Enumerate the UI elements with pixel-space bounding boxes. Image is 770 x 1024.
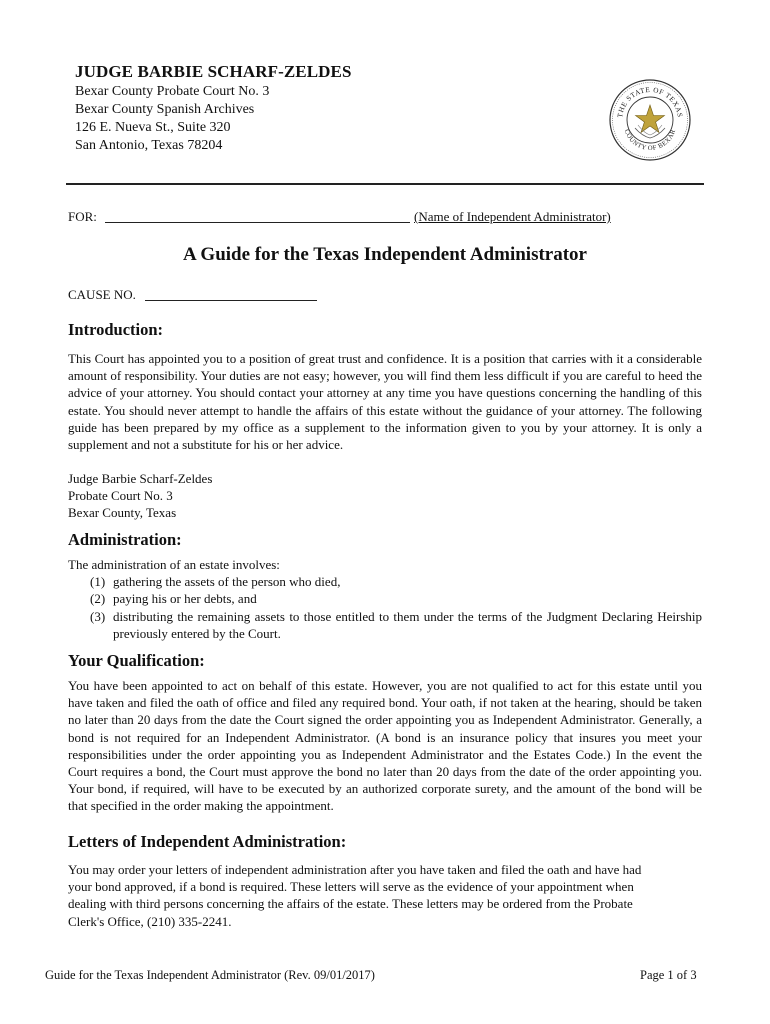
- letters-heading: Letters of Independent Administration:: [68, 832, 347, 851]
- administration-intro: The administration of an estate involves:: [68, 557, 280, 572]
- archives-name: Bexar County Spanish Archives: [75, 102, 255, 117]
- list-item-text: paying his or her debts, and: [113, 591, 257, 607]
- signature-name: Judge Barbie Scharf-Zeldes: [68, 471, 213, 486]
- county-seal-icon: [608, 78, 692, 162]
- introduction-paragraph: This Court has appointed you to a position of great trust and confidence. It is a position that carries with it a considerable amount of responsibility. Your duties are not easy; however, you will find them less difficult if you are careful to heed the advice of your attorney. You should contact your attorney at any time you have questions concerning the handling of this estate. You should never attempt to handle the affairs of this estate without the guidance of your attorney. The following guide has been prepared by my office as a supplement to the information given to you by your attorney. It is only a supplement and not a substitute for his or her advice.: [68, 351, 702, 453]
- seal-top-text: THE STATE OF TEXAS: [616, 85, 684, 119]
- letters-paragraph: [68, 861, 702, 930]
- for-label: FOR:: [68, 209, 97, 224]
- svg-text:COUNTY OF BEXAR: [623, 128, 678, 152]
- cause-number-blank[interactable]: [145, 300, 317, 301]
- qualification-heading: Your Qualification:: [68, 651, 205, 670]
- cause-number-label: CAUSE NO.: [68, 287, 136, 302]
- list-item-text: gathering the assets of the person who died,: [113, 574, 341, 590]
- header-divider: [66, 183, 704, 185]
- letters-line: Clerk's Office, (210) 335-2241.: [68, 913, 232, 929]
- document-title: A Guide for the Texas Independent Administrator: [183, 244, 587, 265]
- letters-line: your bond approved, if a bond is required. These letters will serve as the evidence of your appointment when: [68, 879, 634, 895]
- introduction-heading: Introduction:: [68, 320, 164, 339]
- list-item: [68, 590, 702, 607]
- letters-line: dealing with third persons concerning the affairs of the estate. These letters may be ordered from the Probate: [68, 896, 633, 912]
- judge-name: JUDGE BARBIE SCHARF-ZELDES: [75, 62, 352, 81]
- seal-bottom-text: COUNTY OF BEXAR: [622, 128, 678, 153]
- list-item-number: (2): [90, 591, 106, 607]
- page-number: Page 1 of 3: [640, 968, 697, 982]
- administration-heading: Administration:: [68, 530, 182, 549]
- list-item-number: (1): [90, 574, 106, 590]
- street-address: 126 E. Nueva St., Suite 320: [75, 120, 231, 135]
- city-state-zip: San Antonio, Texas 78204: [75, 138, 223, 153]
- letters-line: You may order your letters of independent administration after you have taken and filed the oath and have had: [68, 862, 642, 877]
- list-item-text: distributing the remaining assets to those entitled to them under the terms of the Judgment Declaring Heirship previously entered by the Court.: [113, 608, 702, 641]
- qualification-paragraph: You have been appointed to act on behalf of this estate. However, you are not qualified to act for this estate until you have taken and filed the oath of office and filed any required bond. Your oath, if not taken at the hearing, should be taken no later than 20 days from the date the Court signed the order appointing you as Independent Administrator. Generally, a bond is not required for an Independent Administrator. (A bond is an insurance policy that insures you meet your responsibilities under the order appointing you as Independent Administrator and the Estates Code.) In the event the Court requires a bond, the Court must approve the bond no later than 20 days from the date of the order appointing you. Your bond, if required, will have to be executed by an authorized corporate surety, and the amount of the bond will be that specified in the order making the appointment.: [68, 678, 702, 814]
- list-item: [68, 573, 702, 590]
- footer-revision: Guide for the Texas Independent Administrator (Rev. 09/01/2017): [45, 968, 375, 982]
- list-item-number: (3): [90, 608, 106, 624]
- signature-county: Bexar County, Texas: [68, 505, 177, 520]
- list-item: [68, 608, 702, 642]
- administration-section: [68, 556, 702, 642]
- administrator-name-hint: (Name of Independent Administrator): [414, 209, 611, 224]
- administrator-name-blank[interactable]: [105, 222, 410, 223]
- court-name: Bexar County Probate Court No. 3: [75, 84, 270, 99]
- signature-court: Probate Court No. 3: [68, 488, 173, 503]
